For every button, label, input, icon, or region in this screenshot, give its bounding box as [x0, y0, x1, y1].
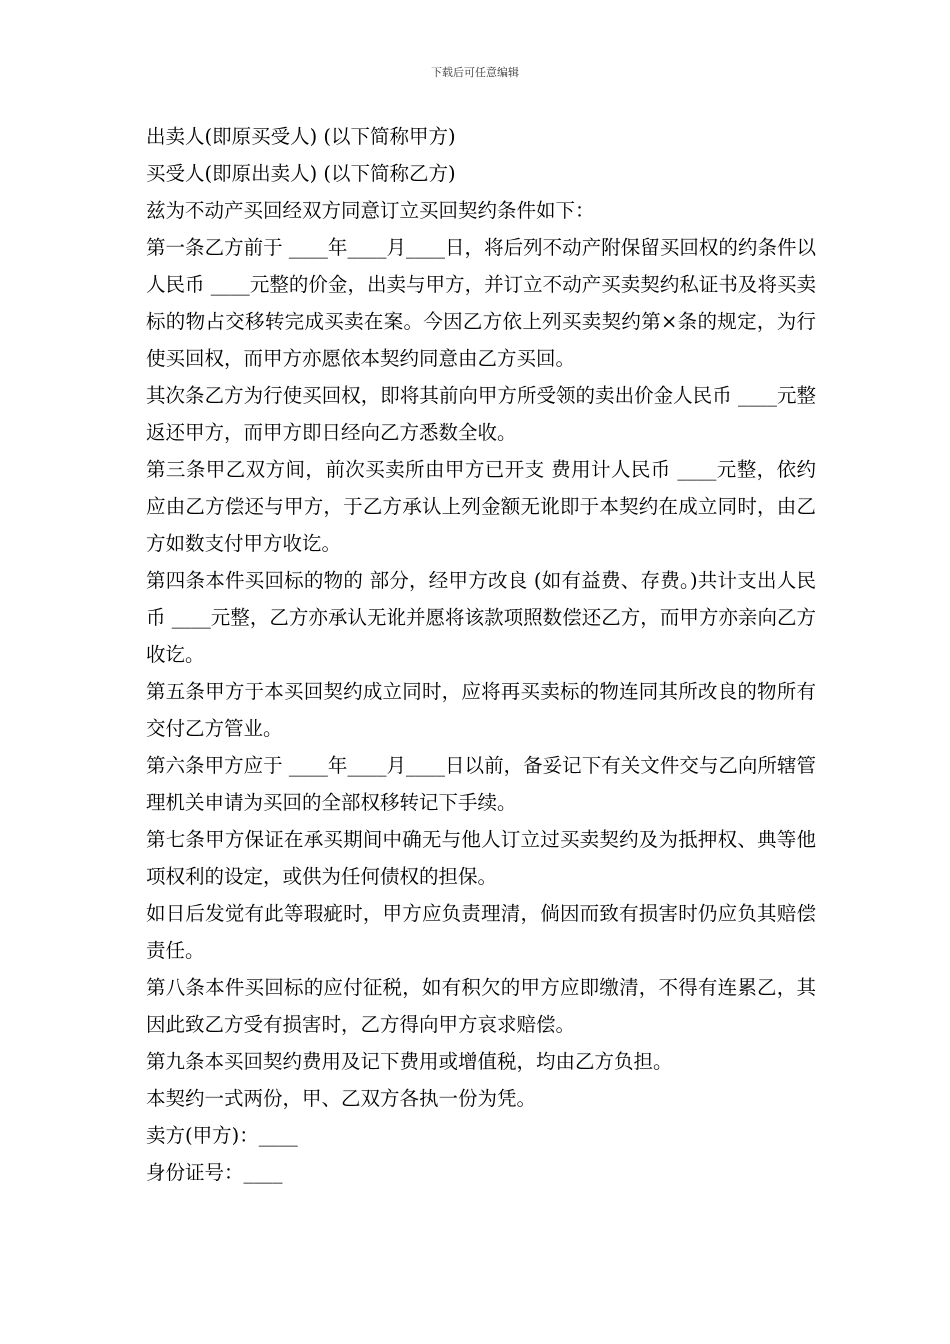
contract-body: [146, 118, 816, 1191]
preamble: 兹为不动产买回经双方同意订立买回契约条件如下：: [146, 199, 595, 222]
article-2: 其次条乙方为行使买回权，即将其前向甲方所受领的卖出价金人民币 ____元整返还甲方，而甲方即日经向乙方悉数全收。: [146, 384, 816, 444]
party-b-line: 买受人(即原出卖人) (以下简称乙方): [146, 162, 456, 185]
seller-signature-line: 卖方(甲方)：____: [146, 1124, 298, 1147]
article-3: 第三条甲乙双方间，前次买卖所由甲方已开支 费用计人民币 ____元整，依约应由乙方偿还与甲方，于乙方承认上列金额无讹即于本契约在成立同时，由乙方如数支付甲方收讫。: [146, 458, 816, 555]
article-7: 第七条甲方保证在承买期间中确无与他人订立过买卖契约及为抵押权、典等他项权利的设定，或供为任何债权的担保。: [146, 828, 816, 888]
article-7-supplement: 如日后发觉有此等瑕疵时，甲方应负责理清，倘因而致有损害时仍应负其赔偿责任。: [146, 902, 816, 962]
article-4: 第四条本件买回标的物的 部分，经甲方改良 (如有益费、存费。)共计支出人民币 ____元整，乙方亦承认无讹并愿将该款项照数偿还乙方，而甲方亦亲向乙方收讫。: [146, 569, 816, 666]
copies-clause: 本契约一式两份，甲、乙双方各执一份为凭。: [146, 1087, 537, 1110]
article-5: 第五条甲方于本买回契约成立同时，应将再买卖标的物连同其所改良的物所有交付乙方管业。: [146, 680, 816, 740]
article-9: 第九条本买回契约费用及记下费用或增值税，均由乙方负担。: [146, 1050, 673, 1073]
page-header-note: 下载后可任意编辑: [431, 66, 519, 79]
id-number-line: 身份证号：____: [146, 1161, 283, 1184]
article-8: 第八条本件买回标的应付征税，如有积欠的甲方应即缴清，不得有连累乙，其因此致乙方受有损害时，乙方得向甲方哀求赔偿。: [146, 976, 816, 1036]
article-1: 第一条乙方前于 ____年____月____日，将后列不动产附保留买回权的约条件以人民币 ____元整的价金，出卖与甲方，并订立不动产买卖契约私证书及将买卖标的物占交移转完成买卖在案。今因乙方依上列买卖契约第×条的规定，为行使买回权，而甲方亦愿依本契约同意由乙方买回。: [146, 236, 816, 370]
article-6: 第六条甲方应于 ____年____月____日以前，备妥记下有关文件交与乙向所辖管理机关申请为买回的全部权移转记下手续。: [146, 754, 816, 814]
party-a-line: 出卖人(即原买受人) (以下简称甲方): [146, 125, 456, 148]
